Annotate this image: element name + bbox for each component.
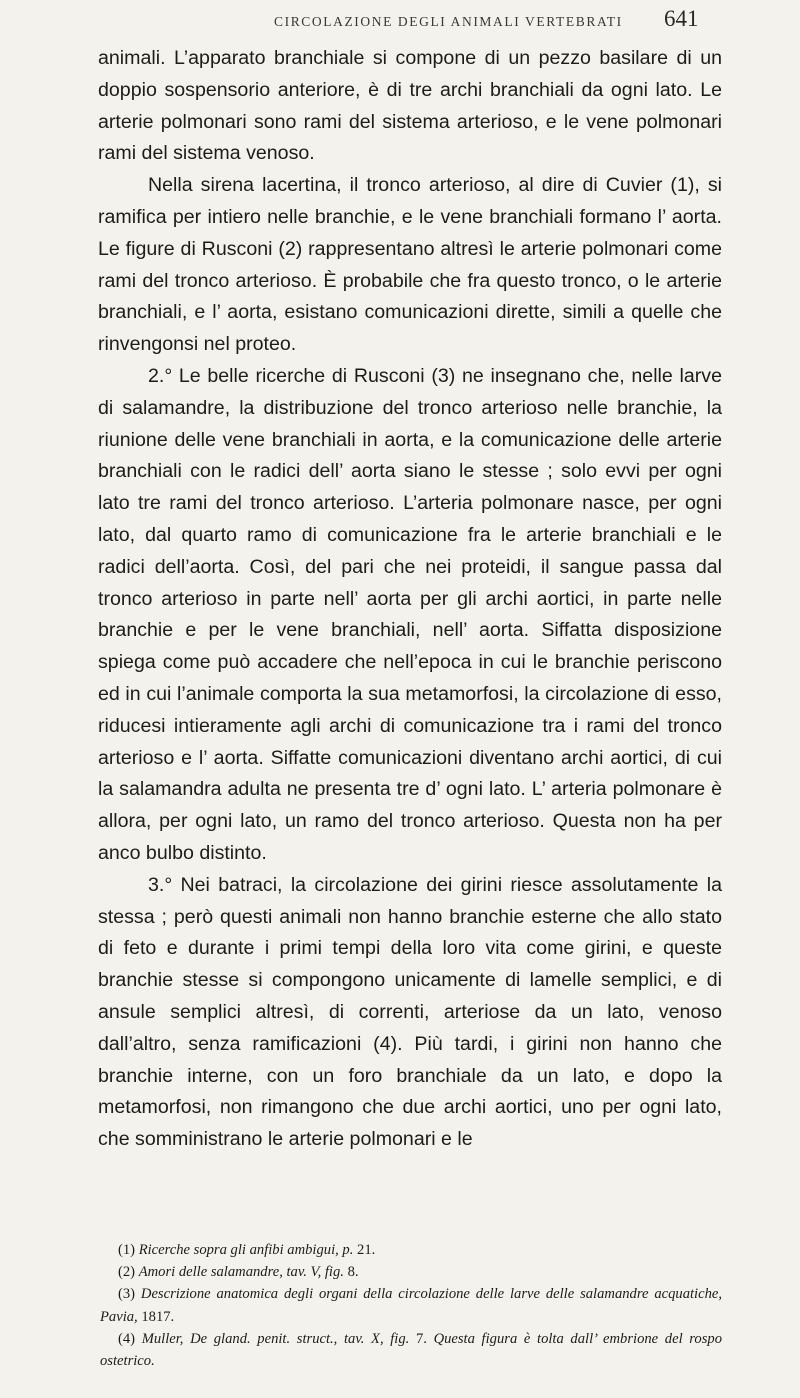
footnote-number: (1) <box>118 1242 136 1258</box>
footnote-text: 1817. <box>137 1308 175 1325</box>
footnote-number: (4) <box>118 1330 136 1347</box>
running-head-title: CIRCOLAZIONE DEGLI ANIMALI VERTEBRATI <box>274 14 623 29</box>
page-number: 641 <box>664 6 699 31</box>
footnote-number: (2) <box>118 1264 136 1281</box>
paragraph: 3.° Nei batraci, la circolazione dei girini riesce assolutamente la stessa ; però questi animali non hanno branchie esterne che allo stato di feto e durante i primi tempi della loro vita come girini, e queste branchie stesse si compongono unicamente di lamelle semplici, e di ansule semplici altresì, di correnti, arteriose da un lato, venoso dall’altro, senza ramificazioni (4). Più tardi, i girini non hanno che branchie interne, con un foro branchiale da un lato, e dopo la metamorfosi, non rimangono che due archi aortici, uno per ogni lato, che somministrano le arterie polmonari e le <box>98 873 722 1151</box>
footnote-text: 7. <box>409 1330 434 1347</box>
footnote <box>100 1283 722 1327</box>
footnote-text: Questa figura è tolta dall’ embrione del rospo ostetrico. <box>100 1330 722 1370</box>
footnote <box>100 1328 722 1372</box>
footnote-text: Muller, De gland. penit. struct., tav. X, fig. <box>141 1330 410 1347</box>
footnote-text: Descrizione anatomica degli organi della circolazione delle larve delle salamandre acquatiche, Pavia, <box>100 1286 722 1325</box>
footnote <box>100 1261 722 1283</box>
paragraph: Nella sirena lacertina, il tronco arterioso, al dire di Cuvier (1), si ramifica per intiero nelle branchie, e le vene branchiali formano l’ aorta. Le figure di Rusconi (2) rappresentano altresì le arterie polmonari come rami del tronco arterioso. È probabile che fra questo tronco, o le arterie branchiali, e l’ aorta, esistano comunicazioni dirette, simili a quelle che rinvengonsi nel proteo. <box>98 174 722 356</box>
footnote-text: 8. <box>343 1264 359 1281</box>
footnote-text: Ricerche sopra gli anfibi ambigui, p. <box>138 1242 354 1258</box>
paragraph: 2.° Le belle ricerche di Rusconi (3) ne insegnano che, nelle larve di salamandre, la distribuzione del tronco arterioso nelle branchie, la riunione delle vene branchiali in aorta, e la comunicazione delle arterie branchiali con le radici dell’ aorta siano le stesse ; solo evvi per ogni lato tre rami del tronco arterioso. L’arteria polmonare nasce, per ogni lato, dal quarto ramo di comunicazione fra le arterie branchiali e le radici dell’aorta. Così, del pari che nei proteidi, il sangue passa dal tronco arterioso in parte nell’ aorta per gli archi aortici, in parte nelle branchie e per le vene branchiali, nell’ aorta. Siffatta disposizione spiega come può accadere che nell’epoca in cui le branchie periscono ed in cui l’animale comporta la sua metamorfosi, la circolazione di esso, riducesi intieramente agli archi di comunicazione tra i rami del tronco arterioso e l’ aorta. Siffatte comunicazioni diventano archi aortici, di cui la salamandra adulta ne presenta tre d’ ogni lato. L’ arteria polmonare è allora, per ogni lato, un ramo del tronco arterioso. Questa non ha per anco bulbo distinto. <box>98 364 722 864</box>
footnote-text: Amori delle salamandre, tav. V, fig. <box>138 1264 344 1281</box>
body-text <box>98 43 722 1156</box>
footnote-text: 21. <box>353 1242 376 1258</box>
paragraph: animali. L’apparato branchiale si compone di un pezzo basilare di un doppio sospensorio anteriore, è di tre archi branchiali da ogni lato. Le arterie polmonari sono rami del sistema arterioso, e le vene polmonari rami del sistema venoso. <box>98 47 722 165</box>
footnotes <box>100 1239 722 1372</box>
running-head <box>0 6 800 36</box>
footnote <box>100 1239 722 1261</box>
footnote-number: (3) <box>118 1286 136 1303</box>
